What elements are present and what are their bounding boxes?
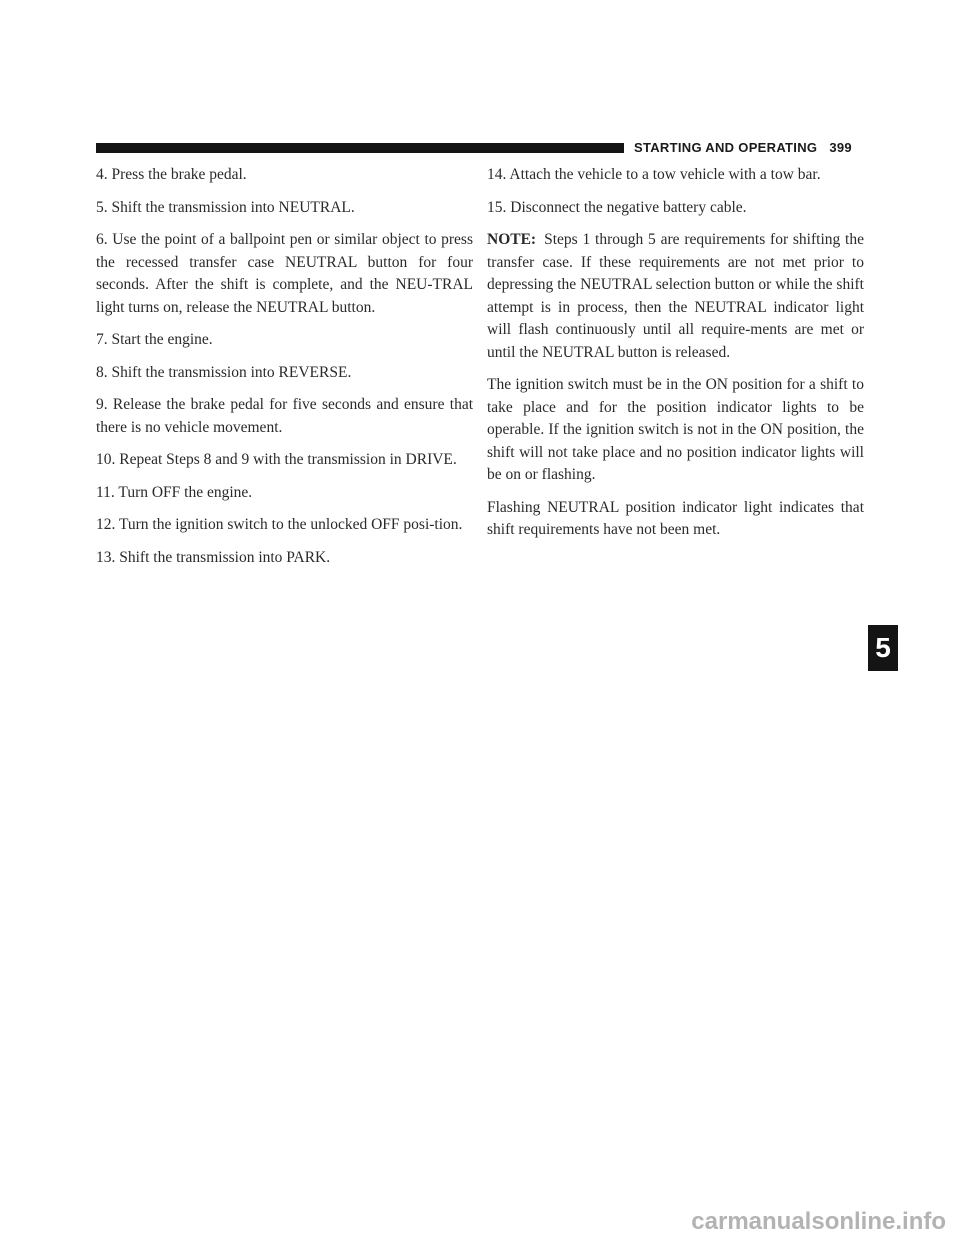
chapter-tab: 5 [868, 625, 898, 671]
step-14: 14. Attach the vehicle to a tow vehicle with a tow bar. [487, 166, 821, 183]
page-number: 399 [829, 140, 852, 155]
right-column [487, 164, 864, 552]
note-label: NOTE: [487, 231, 537, 248]
step-7: 7. Start the engine. [96, 331, 213, 348]
step-9: 9. Release the brake pedal for five seconds and ensure that there is no vehicle movement. [96, 396, 473, 436]
step-13: 13. Shift the transmission into PARK. [96, 548, 331, 566]
step-11: 11. Turn OFF the engine. [96, 483, 253, 501]
step-6: 6. Use the point of a ballpoint pen or similar object to press the recessed transfer case NEUTRAL button for four seconds. After the shift is complete, and the NEU-TRAL light turns on, release the NEUTRAL button. [96, 231, 473, 316]
section-title: STARTING AND OPERATING [634, 140, 818, 155]
header-rule [96, 143, 624, 153]
left-column [96, 164, 473, 579]
step-8: 8. Shift the transmission into REVERSE. [96, 363, 352, 381]
ignition-paragraph: The ignition switch must be in the ON position for a shift to take place and for the position indicator lights to be operable. If the ignition switch is not in the ON position, the shift will not take place and no position indicator lights will be on or flashing. [487, 376, 864, 483]
watermark: carmanualsonline.info [691, 1208, 946, 1235]
flashing-paragraph: Flashing NEUTRAL position indicator light indicates that shift requirements have not been met. [487, 498, 864, 538]
step-5: 5. Shift the transmission into NEUTRAL. [96, 198, 355, 216]
step-12: 12. Turn the ignition switch to the unlocked OFF posi-tion. [96, 516, 463, 533]
note-paragraph [487, 229, 864, 364]
step-15: 15. Disconnect the negative battery cable. [487, 198, 747, 216]
step-10: 10. Repeat Steps 8 and 9 with the transmission in DRIVE. [96, 451, 457, 468]
step-4: 4. Press the brake pedal. [96, 166, 247, 183]
running-header [634, 140, 852, 155]
note-text: Steps 1 through 5 are requirements for shifting the transfer case. If these requirements are not met prior to depressing the NEUTRAL selection button or while the shift attempt is in process, then the NEUTRAL indicator light will flash continuously until all require-ments are met or until the NEUTRAL button is released. [487, 231, 864, 361]
